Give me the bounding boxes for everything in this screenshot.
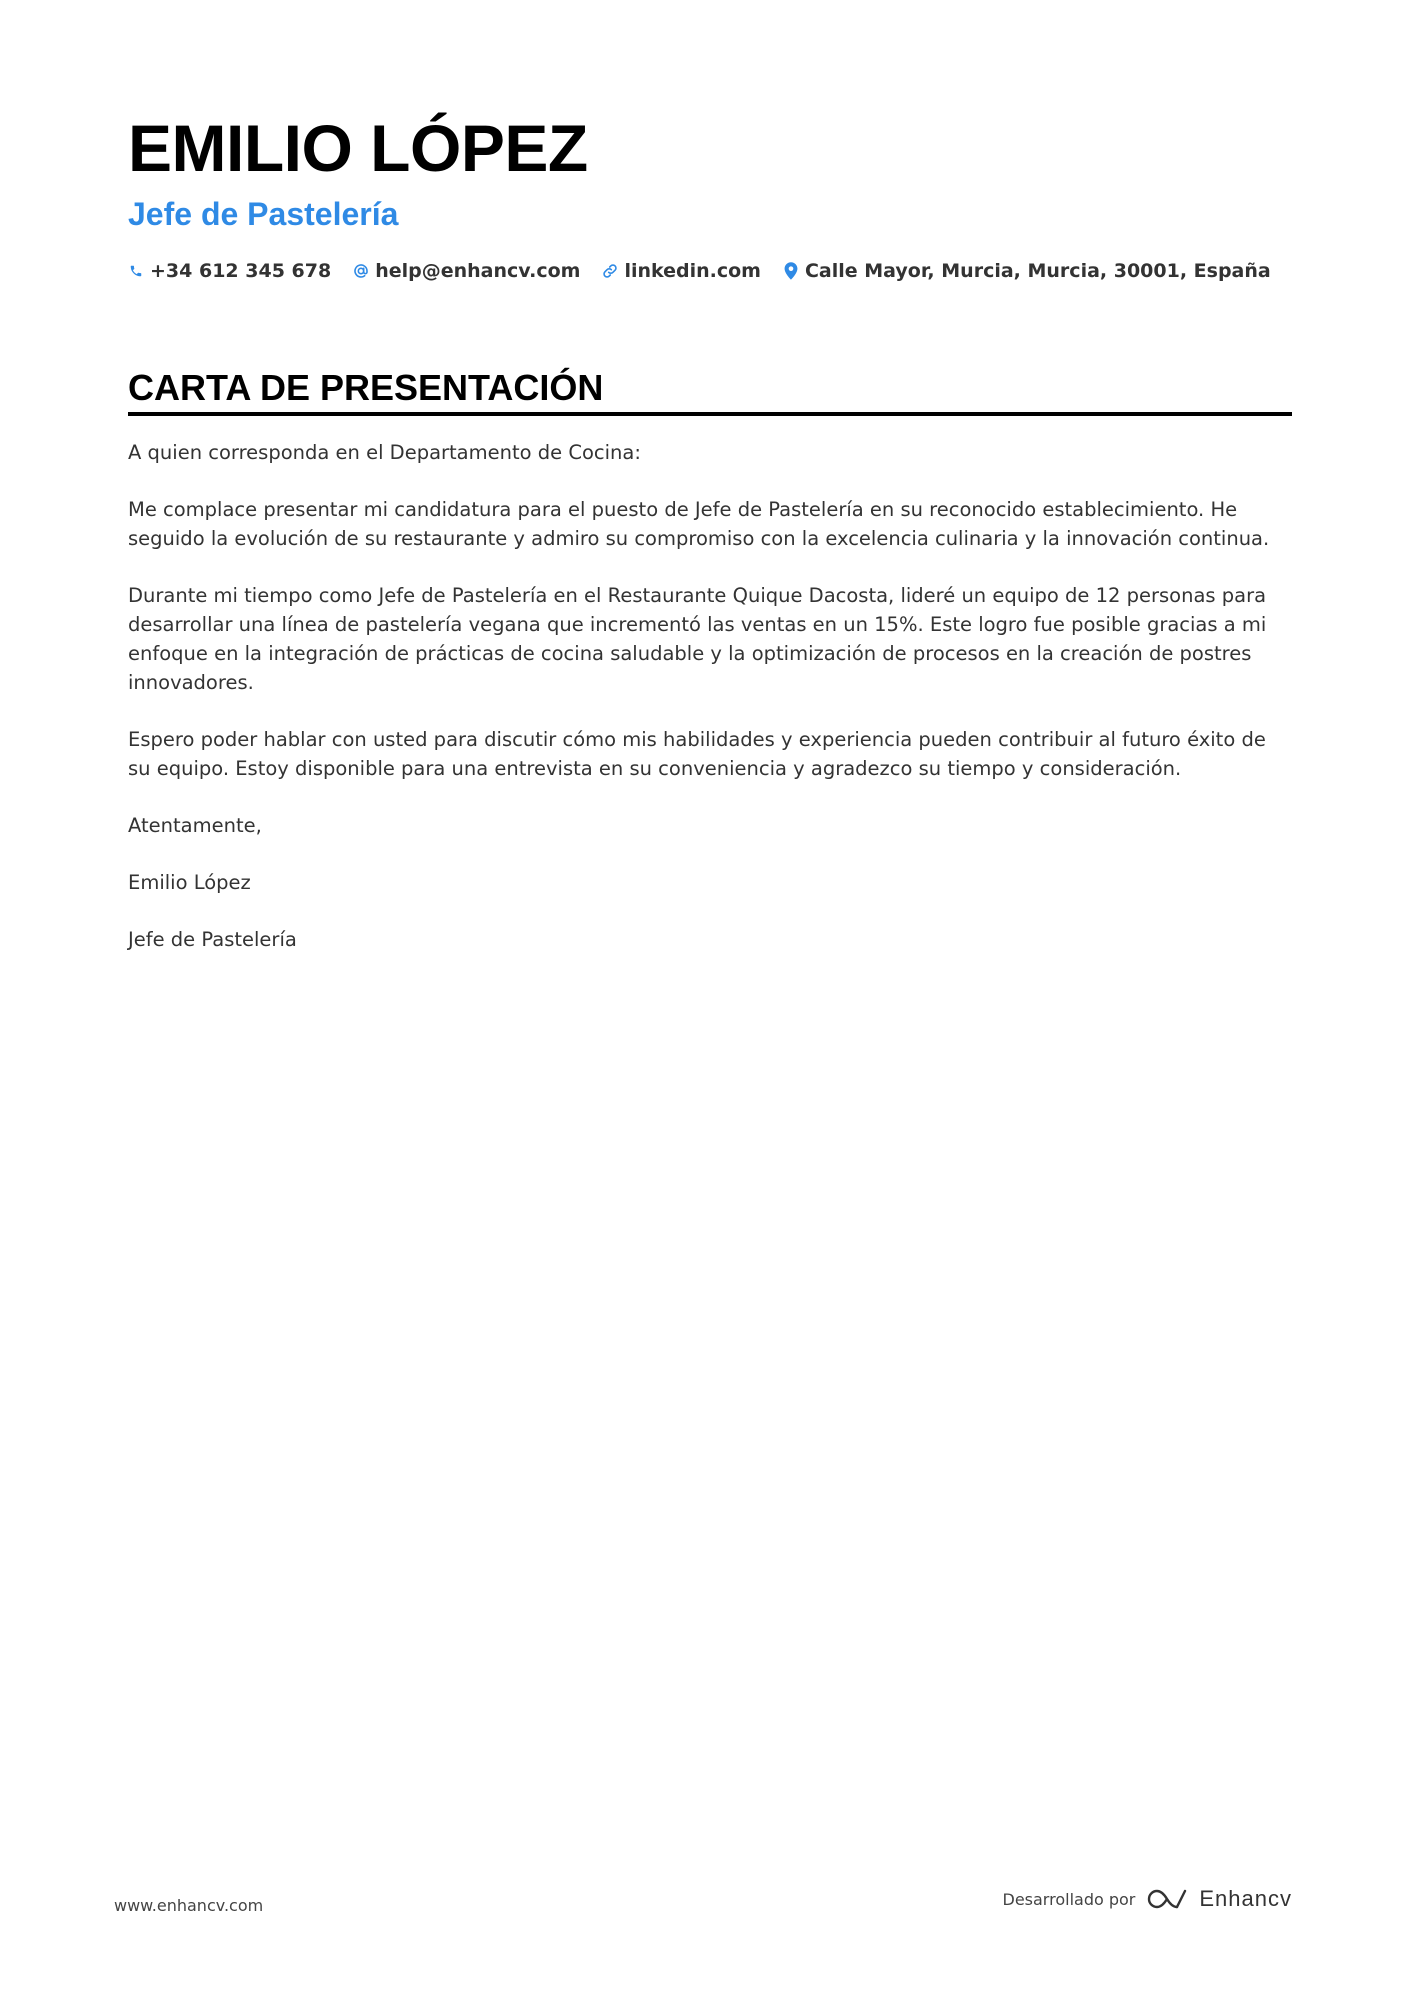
- contact-address: [783, 260, 1271, 282]
- enhancv-logo-icon: [1147, 1887, 1191, 1911]
- letter-paragraph: Durante mi tiempo como Jefe de Pastelería en el Restaurante Quique Dacosta, lideré un equipo de 12 personas para desarrollar una línea de pastelería vegana que incrementó las ventas en un 15%. Este logro fue posible gracias a mi enfoque en la integración de prácticas de cocina saludable y la optimización de procesos en la creación de postres innovadores.: [128, 584, 1267, 694]
- section-title: CARTA DE PRESENTACIÓN: [128, 366, 1292, 416]
- contact-email-text[interactable]: help@enhancv.com: [375, 260, 581, 282]
- powered-by-label: Desarrollado por: [1002, 1889, 1136, 1909]
- contact-email[interactable]: [353, 260, 580, 282]
- contact-phone-text: +34 612 345 678: [150, 260, 332, 282]
- at-icon: [353, 261, 369, 281]
- contact-linkedin-text[interactable]: linkedin.com: [624, 260, 761, 282]
- link-icon: [602, 261, 618, 281]
- contact-phone: [128, 260, 331, 282]
- letter-paragraph: Espero poder hablar con usted para discutir cómo mis habilidades y experiencia pueden contribuir al futuro éxito de su equipo. Estoy disponible para una entrevista en su conveniencia y agradezco su tiempo y consideración.: [128, 728, 1266, 780]
- footer-powered-by[interactable]: [1003, 1886, 1293, 1912]
- candidate-name: EMILIO LÓPEZ: [128, 111, 588, 185]
- letter-body: [128, 438, 1292, 954]
- contact-address-text: Calle Mayor, Murcia, Murcia, 30001, España: [804, 260, 1271, 282]
- brand-name: Enhancv: [1199, 1886, 1292, 1911]
- contact-linkedin[interactable]: [602, 260, 761, 282]
- letter-greeting: A quien corresponda en el Departamento de Cocina:: [128, 441, 641, 464]
- signature-name: Emilio López: [128, 871, 251, 894]
- phone-icon: [128, 261, 144, 281]
- location-pin-icon: [783, 261, 799, 281]
- contact-bar: [128, 260, 1292, 282]
- header: [128, 108, 1292, 282]
- candidate-title: Jefe de Pastelería: [128, 196, 399, 232]
- letter-closing: Atentamente,: [128, 814, 262, 837]
- cover-letter-section: [128, 366, 1292, 982]
- signature-title: Jefe de Pastelería: [128, 928, 297, 951]
- letter-paragraph: Me complace presentar mi candidatura para el puesto de Jefe de Pastelería en su reconocido establecimiento. He seguido la evolución de su restaurante y admiro su compromiso con la excelencia culinaria y la innovación continua.: [128, 498, 1270, 550]
- footer-website[interactable]: www.enhancv.com: [114, 1896, 264, 1915]
